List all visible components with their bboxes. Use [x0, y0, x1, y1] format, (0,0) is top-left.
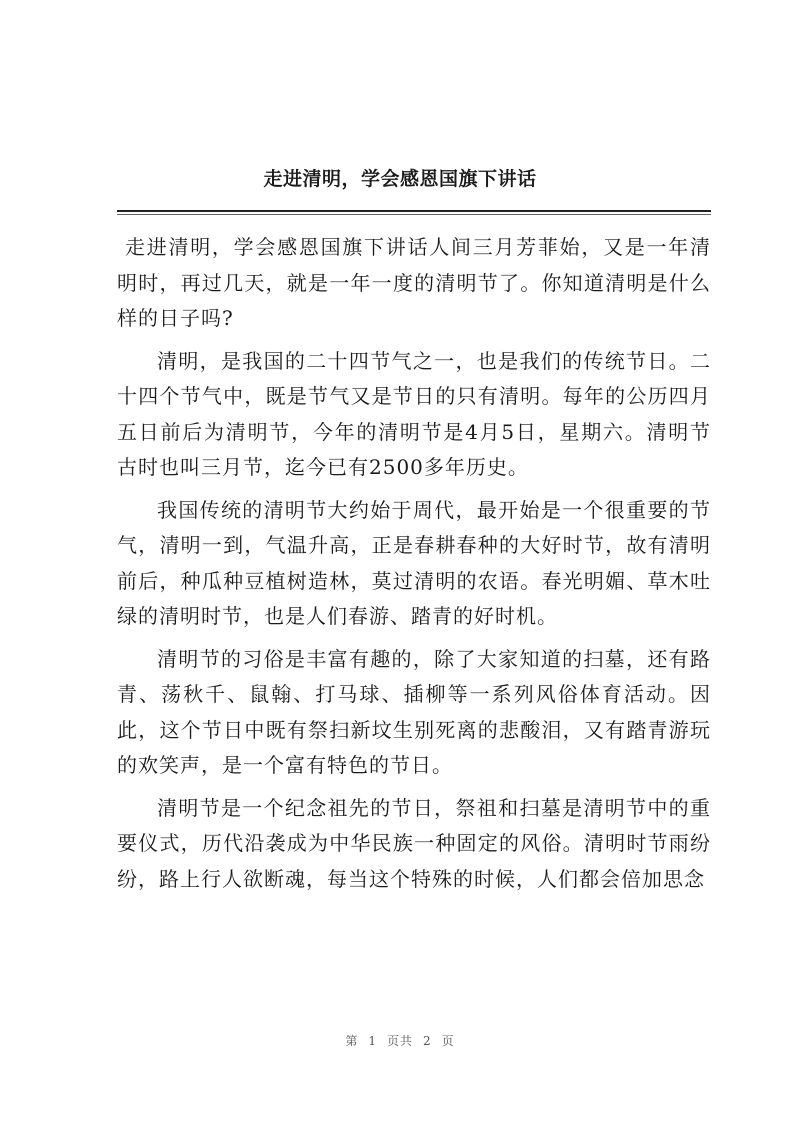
footer-prefix: 第 [345, 1034, 359, 1048]
document-title: 走进清明，学会感恩国旗下讲话 [263, 168, 537, 190]
document-body [117, 230, 711, 904]
footer-suffix: 页 [441, 1034, 455, 1048]
footer-total-pages: 2 [423, 1034, 432, 1048]
page-footer [0, 1032, 800, 1049]
paragraph-intro: 走进清明，学会感恩国旗下讲话人间三月芳菲始，又是一年清明时，再过几天，就是一年一度的清明节了。你知道清明是什么样的日子吗? [117, 235, 711, 330]
paragraph-customs: 清明节的习俗是丰富有趣的，除了大家知道的扫墓，还有路青、荡秋千、鼠翰、打马球、插柳等一系列风俗体育活动。因此，这个节日中既有祭扫新坟生别死离的悲酸泪，又有踏青游玩的欢笑声，是一个富有特色的节日。 [117, 646, 711, 777]
title-divider-thin [117, 214, 711, 215]
footer-middle: 页共 [386, 1034, 413, 1048]
title-divider-thick [117, 210, 711, 212]
footer-current-page: 1 [368, 1034, 377, 1048]
paragraph-qingming-definition: 清明，是我国的二十四节气之一，也是我们的传统节日。二十四个节气中，既是节气又是节日的只有清明。每年的公历四月五日前后为清明节，今年的清明节是4月5日，星期六。清明节古时也叫三月节，迄今已有2500多年历史。 [117, 348, 711, 479]
paragraph-ancestors: 清明节是一个纪念祖先的节日，祭祖和扫墓是清明节中的重要仪式，历代沿袭成为中华民族一种固定的风俗。清明时节雨纷纷，路上行人欲断魂，每当这个特殊的时候，人们都会倍加思念 [117, 795, 711, 891]
paragraph-history: 我国传统的清明节大约始于周代，最开始是一个很重要的节气，清明一到，气温升高，正是春耕春种的大好时节，故有清明前后，种瓜种豆植树造林，莫过清明的农语。春光明媚、草木吐绿的清明时节，也是人们春游、踏青的好时机。 [117, 497, 711, 628]
